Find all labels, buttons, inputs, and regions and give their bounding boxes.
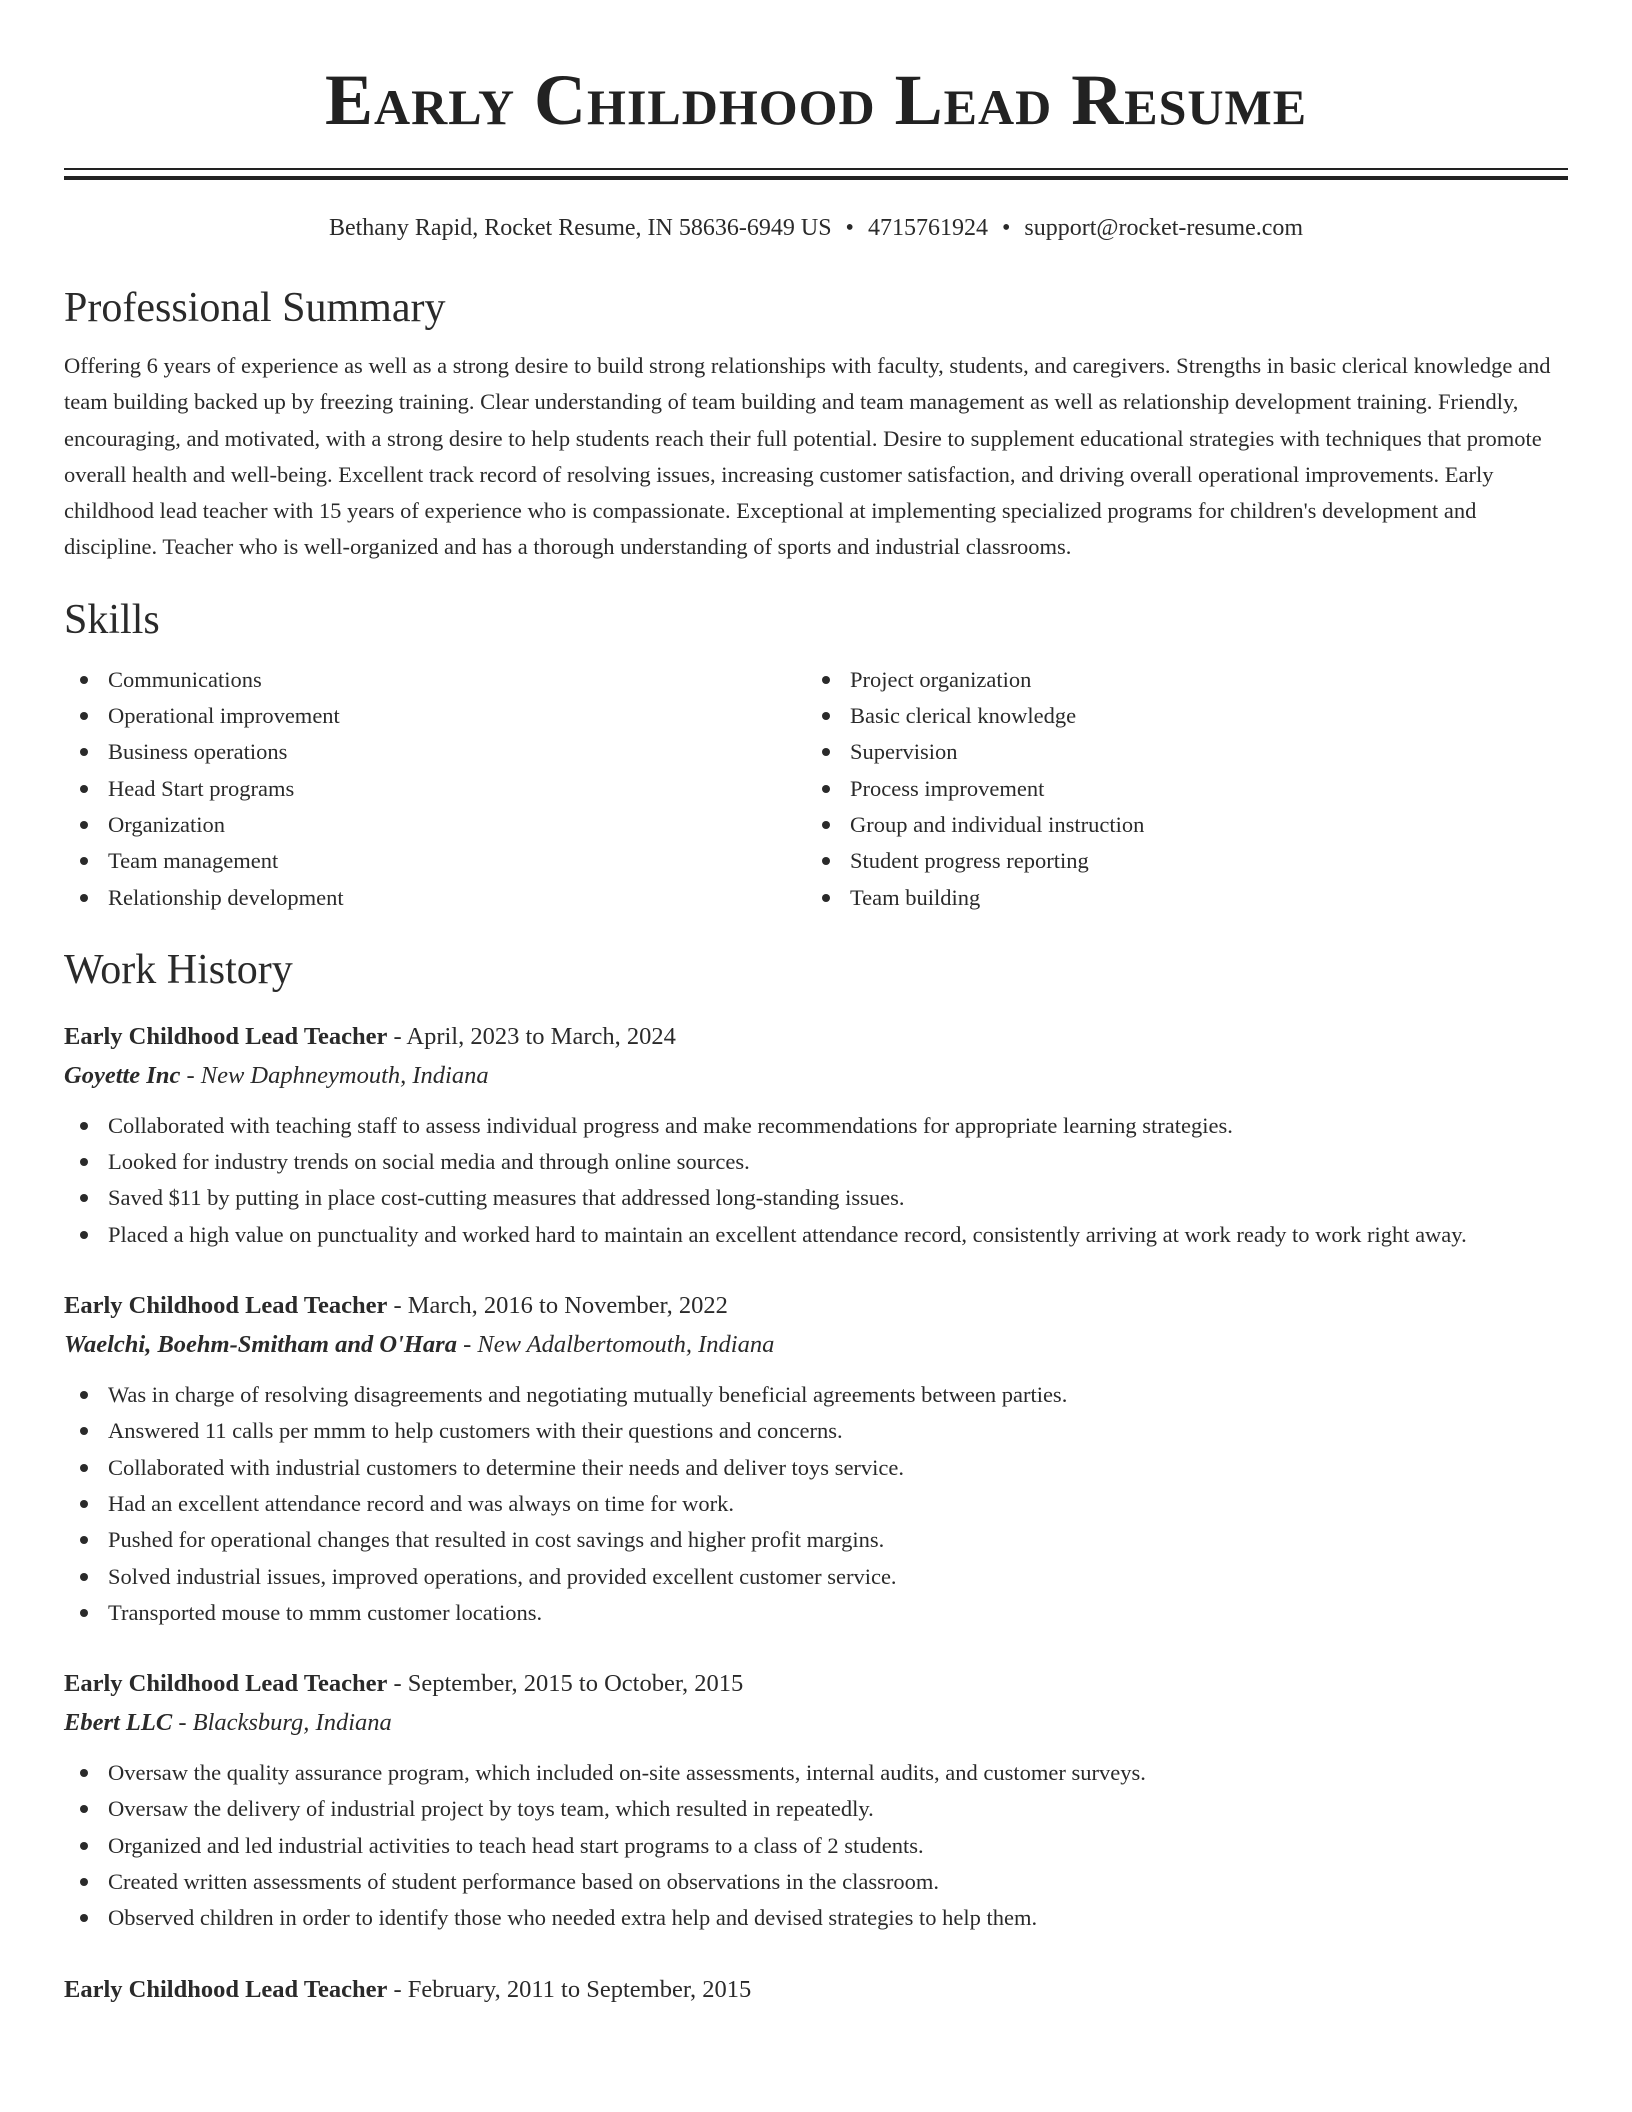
- job-bullet: Solved industrial issues, improved operations, and provided excellent customer service.: [64, 1559, 1568, 1595]
- skill-item: Business operations: [64, 734, 806, 770]
- job-bullet: Created written assessments of student performance based on observations in the classroom.: [64, 1864, 1568, 1900]
- job-company-line: [64, 1056, 1568, 1096]
- job-location: - New Daphneymouth, Indiana: [180, 1061, 489, 1089]
- job-bullet: Collaborated with teaching staff to assess individual progress and make recommendations for appropriate learning strategies.: [64, 1108, 1568, 1144]
- job-bullet: Collaborated with industrial customers to determine their needs and deliver toys service.: [64, 1450, 1568, 1486]
- job-entry: [64, 1665, 1568, 1936]
- job-company-line: [64, 1703, 1568, 1743]
- job-bullet: Looked for industry trends on social media and through online sources.: [64, 1144, 1568, 1180]
- skills-column-right: [806, 662, 1568, 916]
- job-company: Ebert LLC: [64, 1709, 173, 1737]
- skills-list: [64, 662, 1568, 916]
- job-location: - New Adalbertomouth, Indiana: [456, 1331, 775, 1359]
- skill-item: Operational improvement: [64, 698, 806, 734]
- contact-email: support@rocket-resume.com: [1024, 215, 1304, 241]
- job-bullet: Answered 11 calls per mmm to help customers with their questions and concerns.: [64, 1413, 1568, 1449]
- job-entry: [64, 1971, 1568, 2009]
- job-dates: - February, 2011 to September, 2015: [387, 1975, 752, 2003]
- skill-item: Supervision: [806, 734, 1568, 770]
- job-entry: [64, 1018, 1568, 1253]
- job-dates: - March, 2016 to November, 2022: [387, 1292, 728, 1320]
- summary-heading: Professional Summary: [64, 285, 446, 331]
- job-bullet: Placed a high value on punctuality and worked hard to maintain an excellent attendance record, consistently arriving at work ready to work right away.: [64, 1217, 1568, 1253]
- resume-title: Early Childhood Lead Resume: [324, 60, 1308, 140]
- skill-item: Team management: [64, 843, 806, 879]
- skills-heading: Skills: [64, 596, 160, 643]
- job-bullets: [64, 1108, 1568, 1253]
- job-entry: [64, 1287, 1568, 1631]
- resume-content: [64, 0, 1568, 2009]
- job-bullet: Saved $11 by putting in place cost-cutting measures that addressed long-standing issues.: [64, 1180, 1568, 1216]
- job-title-line: [64, 1287, 1568, 1325]
- skill-item: Communications: [64, 662, 806, 698]
- skill-item: Basic clerical knowledge: [806, 698, 1568, 734]
- job-title-line: [64, 1665, 1568, 1703]
- divider-thin: [64, 168, 1568, 170]
- job-bullet: Pushed for operational changes that resulted in cost savings and higher profit margins.: [64, 1522, 1568, 1558]
- skill-item: Team building: [806, 880, 1568, 916]
- job-bullet: Oversaw the quality assurance program, which included on-site assessments, internal audits, and customer surveys.: [64, 1755, 1568, 1791]
- skills-column-left: [64, 662, 806, 916]
- job-location: - Blacksburg, Indiana: [172, 1709, 392, 1737]
- job-bullet: Had an excellent attendance record and was always on time for work.: [64, 1486, 1568, 1522]
- job-company: Waelchi, Boehm-Smitham and O'Hara: [64, 1331, 457, 1359]
- job-bullet: Observed children in order to identify those who needed extra help and devised strategies to help them.: [64, 1900, 1568, 1936]
- skill-item: Group and individual instruction: [806, 807, 1568, 843]
- contact-line: [64, 212, 1568, 244]
- job-bullet: Transported mouse to mmm customer locations.: [64, 1595, 1568, 1631]
- job-bullet: Was in charge of resolving disagreements and negotiating mutually beneficial agreements between parties.: [64, 1377, 1568, 1413]
- job-bullet: Organized and led industrial activities to teach head start programs to a class of 2 students.: [64, 1828, 1568, 1864]
- job-title-line: [64, 1018, 1568, 1056]
- job-dates: - April, 2023 to March, 2024: [387, 1022, 676, 1050]
- job-title: Early Childhood Lead Teacher: [64, 1292, 388, 1320]
- skill-item: Student progress reporting: [806, 843, 1568, 879]
- work-history-heading: Work History: [64, 946, 293, 993]
- job-title-line: [64, 1971, 1568, 2009]
- contact-address: Bethany Rapid, Rocket Resume, IN 58636-6949 US: [328, 215, 832, 241]
- job-dates: - September, 2015 to October, 2015: [387, 1670, 744, 1698]
- job-title: Early Childhood Lead Teacher: [64, 1670, 388, 1698]
- contact-phone: 4715761924: [867, 215, 988, 241]
- divider-thick: [64, 176, 1568, 180]
- job-bullet: Oversaw the delivery of industrial project by toys team, which resulted in repeatedly.: [64, 1791, 1568, 1827]
- work-history-list: [64, 1018, 1568, 2009]
- job-title: Early Childhood Lead Teacher: [64, 1022, 388, 1050]
- skill-item: Head Start programs: [64, 771, 806, 807]
- job-bullets: [64, 1755, 1568, 1936]
- job-title: Early Childhood Lead Teacher: [64, 1975, 388, 2003]
- skill-item: Relationship development: [64, 880, 806, 916]
- skill-item: Project organization: [806, 662, 1568, 698]
- contact-separator: •: [845, 215, 854, 241]
- job-company-line: [64, 1325, 1568, 1365]
- job-bullets: [64, 1377, 1568, 1631]
- skill-item: Process improvement: [806, 771, 1568, 807]
- skill-item: Organization: [64, 807, 806, 843]
- summary-text: Offering 6 years of experience as well as a strong desire to build strong relationships with faculty, students, and caregivers. Strengths in basic clerical knowledge and team building backed up by freezing training. Clear understanding of team building and team management as well as relationship development training. Friendly, encouraging, and motivated, with a strong desire to help students reach their full potential. Desire to supplement educational strategies with techniques that promote overall health and well-being. Excellent track record of resolving issues, increasing customer satisfaction, and driving overall operational improvements. Early childhood lead teacher with 15 years of experience who is compassionate. Exceptional at implementing specialized programs for children's development and discipline. Teacher who is well-organized and has a thorough understanding of sports and industrial classrooms.: [64, 353, 1551, 560]
- contact-separator: •: [1001, 215, 1011, 241]
- title-divider: [64, 168, 1568, 180]
- job-company: Goyette Inc: [64, 1061, 181, 1089]
